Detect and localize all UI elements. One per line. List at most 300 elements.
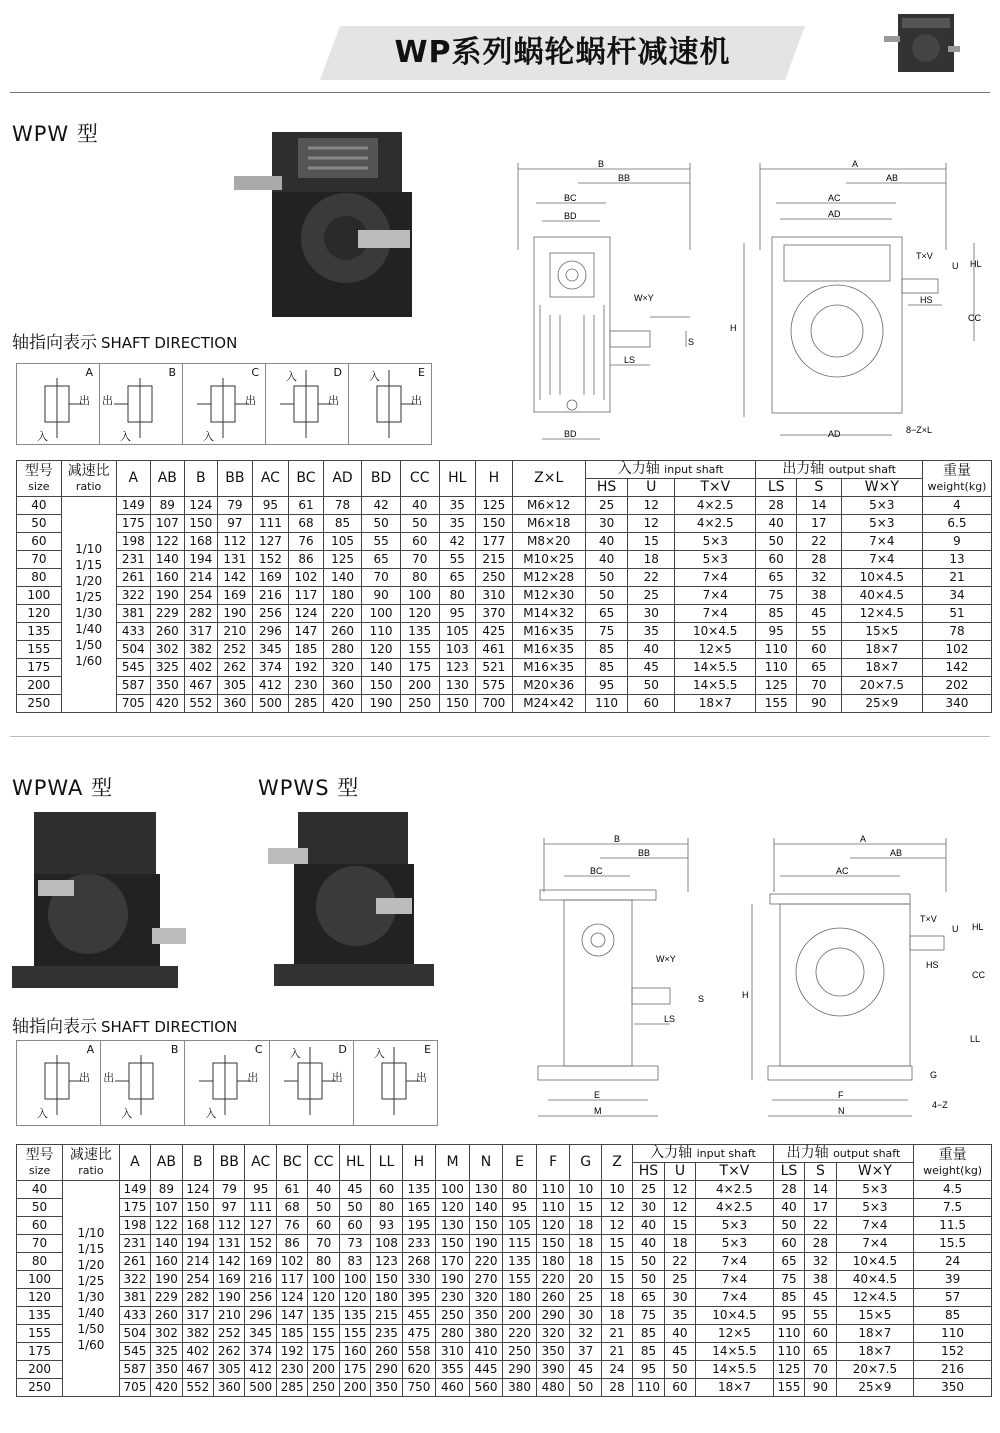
table-cell: 125 — [323, 551, 362, 569]
table-cell: 420 — [151, 1379, 182, 1397]
table-cell: 124 — [276, 1289, 307, 1307]
table-cell: 15.5 — [914, 1235, 992, 1253]
table-cell: 107 — [151, 515, 185, 533]
dim-label-bd-top: BD — [564, 211, 577, 221]
ratio-value: 1/60 — [77, 1337, 105, 1352]
table-cell: 28 — [773, 1181, 804, 1199]
table-cell: 14 — [797, 497, 842, 515]
shaft-direction-a — [17, 1041, 101, 1125]
table-cell: 70 — [308, 1235, 339, 1253]
table-cell: 155 — [308, 1325, 339, 1343]
shaft-direction-diagrams-2 — [16, 1040, 438, 1126]
table-cell: 95 — [503, 1199, 537, 1217]
table-cell: 65 — [585, 605, 628, 623]
table-cell: 25 — [633, 1181, 664, 1199]
table-cell: 140 — [151, 1235, 182, 1253]
table-cell: 42 — [439, 533, 476, 551]
ratio-value: 1/10 — [77, 1225, 105, 1240]
table-cell: 560 — [469, 1379, 503, 1397]
table-cell: 147 — [276, 1307, 307, 1325]
table-cell: 123 — [439, 659, 476, 677]
table-cell: 103 — [439, 641, 476, 659]
output-label: 出 — [102, 394, 113, 407]
table-cell: 587 — [119, 1361, 150, 1379]
table-cell: 175 — [308, 1343, 339, 1361]
table-cell: 155 — [17, 641, 62, 659]
table-cell: 169 — [218, 587, 253, 605]
th-col: Z — [601, 1145, 632, 1181]
table-cell: 168 — [184, 533, 218, 551]
table-cell: 12 — [601, 1199, 632, 1217]
table-cell: 40 — [756, 515, 797, 533]
direction-letter: D — [333, 366, 342, 379]
table-cell: 20 — [570, 1271, 601, 1289]
table-cell: 110 — [362, 623, 401, 641]
table-cell: 35 — [439, 497, 476, 515]
table-cell: 127 — [252, 533, 289, 551]
table-cell: 25 — [664, 1271, 695, 1289]
table-cell: 40×4.5 — [841, 587, 922, 605]
table-cell: 70 — [17, 551, 62, 569]
table-cell: 4×2.5 — [675, 515, 756, 533]
table-cell: 5×3 — [696, 1217, 774, 1235]
table-cell: 50 — [628, 677, 675, 695]
table-cell: 12×4.5 — [841, 605, 922, 623]
table-cell: 61 — [289, 497, 324, 515]
dim-label-cc: CC — [968, 313, 981, 323]
table-cell: 135 — [17, 623, 62, 641]
table-cell: 190 — [362, 695, 401, 713]
table-cell: M12×30 — [512, 587, 585, 605]
dim-label-wxy-2: W×Y — [656, 954, 676, 964]
table-cell: 290 — [536, 1307, 570, 1325]
table-cell: 120 — [17, 1289, 63, 1307]
th-input-shaft: 入力轴 input shaft — [585, 461, 756, 479]
table-cell: 150 — [362, 677, 401, 695]
th-col: M — [436, 1145, 470, 1181]
table-cell: 122 — [151, 1217, 182, 1235]
table-cell: M8×20 — [512, 533, 585, 551]
table-cell: 32 — [805, 1253, 836, 1271]
table-cell: 420 — [151, 695, 185, 713]
table-cell: 150 — [469, 1217, 503, 1235]
input-label: 入 — [373, 1047, 385, 1060]
table-cell: 10 — [601, 1181, 632, 1199]
table-cell: 75 — [756, 587, 797, 605]
table-cell: 102 — [276, 1253, 307, 1271]
table-cell: 131 — [218, 551, 253, 569]
table-cell: 310 — [476, 587, 513, 605]
table-cell: 282 — [184, 605, 218, 623]
table-cell: 194 — [182, 1235, 213, 1253]
dim-label-ab: AB — [886, 173, 899, 183]
table-cell: 124 — [184, 497, 218, 515]
dim-label-b: B — [598, 159, 605, 169]
th-ratio: 减速比 ratio — [63, 1145, 120, 1181]
table-cell: 160 — [151, 1253, 182, 1271]
table-cell: 80 — [308, 1253, 339, 1271]
table-cell: 18 — [570, 1235, 601, 1253]
shaft-direction-c — [185, 1041, 269, 1125]
table-row — [17, 1271, 992, 1289]
wpw-side-view-drawing — [506, 155, 706, 450]
dim-label-f-2: F — [838, 1090, 844, 1100]
table-cell: 280 — [436, 1325, 470, 1343]
table-cell: 190 — [151, 1271, 182, 1289]
th-col: AB — [151, 461, 185, 497]
wpwa-side-view-drawing — [530, 832, 705, 1127]
direction-letter: B — [170, 1043, 179, 1056]
table-row — [17, 695, 992, 713]
output-label: 出 — [247, 1071, 259, 1084]
th-col: E — [503, 1145, 537, 1181]
th-col: N — [469, 1145, 503, 1181]
table-cell: 480 — [536, 1379, 570, 1397]
th-weight: 重量 weight(kg) — [922, 461, 991, 497]
dim-label-n-2: N — [838, 1106, 845, 1116]
table-cell: 192 — [276, 1343, 307, 1361]
table-cell: 7×4 — [836, 1235, 914, 1253]
input-label: 入 — [205, 1107, 217, 1120]
table-cell: 230 — [289, 677, 324, 695]
table-cell: 190 — [436, 1271, 470, 1289]
table-cell: 14×5.5 — [696, 1343, 774, 1361]
table-cell: 175 — [400, 659, 439, 677]
table-cell: 705 — [116, 695, 151, 713]
wpw-product-photo — [228, 128, 428, 323]
table-cell: 124 — [182, 1181, 213, 1199]
table-cell: 90 — [797, 695, 842, 713]
table-cell: 9 — [922, 533, 991, 551]
model-label-wpw: WPW 型 — [12, 122, 99, 146]
table-cell: 380 — [503, 1379, 537, 1397]
ratio-value: 1/30 — [77, 1289, 105, 1304]
table-cell: 12 — [664, 1199, 695, 1217]
table-cell: 7×4 — [696, 1253, 774, 1271]
table-cell: 4×2.5 — [696, 1199, 774, 1217]
th-col: B — [184, 461, 218, 497]
table-cell: 50 — [17, 1199, 63, 1217]
table-cell: 76 — [289, 533, 324, 551]
table-cell: 381 — [119, 1289, 150, 1307]
dim-label-g-2: G — [930, 1070, 938, 1080]
table-cell: 220 — [323, 605, 362, 623]
table-cell: 50 — [664, 1361, 695, 1379]
table-cell: 120 — [400, 605, 439, 623]
table-cell: 130 — [436, 1217, 470, 1235]
table-cell: 317 — [182, 1307, 213, 1325]
th-input-col: U — [628, 479, 675, 497]
table-cell: 124 — [289, 605, 324, 623]
table-cell: 127 — [245, 1217, 276, 1235]
table-cell: 22 — [628, 569, 675, 587]
table-cell: 155 — [756, 695, 797, 713]
table-cell: 32 — [797, 569, 842, 587]
table-cell: 210 — [218, 623, 253, 641]
dim-label-u-2: U — [952, 924, 959, 934]
table-cell: 40 — [400, 497, 439, 515]
table-cell: 95 — [773, 1307, 804, 1325]
table-cell: 190 — [151, 587, 185, 605]
shaft-direction-e — [349, 364, 431, 444]
table-cell: 381 — [116, 605, 151, 623]
table-cell: 123 — [371, 1253, 402, 1271]
dim-label-ls-2: LS — [664, 1014, 676, 1024]
input-label: 入 — [37, 1107, 48, 1120]
table-cell: 75 — [585, 623, 628, 641]
table-cell: 25 — [628, 587, 675, 605]
table-cell: 97 — [218, 515, 253, 533]
table-cell: 30 — [585, 515, 628, 533]
shaft-direction-b — [100, 364, 183, 444]
output-label: 出 — [245, 394, 256, 407]
table-cell: 70 — [797, 677, 842, 695]
table-cell: 425 — [476, 623, 513, 641]
table-cell: 5×3 — [836, 1181, 914, 1199]
table-cell: 504 — [116, 641, 151, 659]
table-cell: 25 — [570, 1289, 601, 1307]
table-cell: 50 — [308, 1199, 339, 1217]
dim-label-a-2: A — [860, 834, 867, 844]
table-cell: 80 — [17, 1253, 63, 1271]
th-output-col: W×Y — [841, 479, 922, 497]
table-cell: 12 — [664, 1181, 695, 1199]
table-cell: 374 — [245, 1343, 276, 1361]
table-cell: 60 — [664, 1379, 695, 1397]
direction-letter: B — [168, 366, 176, 379]
table-cell: 260 — [323, 623, 362, 641]
wpw-front-view-drawing — [720, 155, 990, 450]
table-cell: 558 — [402, 1343, 436, 1361]
table-cell: 250 — [17, 1379, 63, 1397]
table-cell: 135 — [400, 623, 439, 641]
table-cell: 155 — [339, 1325, 370, 1343]
table-row — [17, 515, 992, 533]
ratio-cell — [63, 1181, 120, 1397]
table-cell: 168 — [182, 1217, 213, 1235]
table-cell: 80 — [371, 1199, 402, 1217]
table-cell: 65 — [633, 1289, 664, 1307]
th-input-shaft: 入力轴 input shaft — [633, 1145, 773, 1163]
table-cell: 150 — [182, 1199, 213, 1217]
table-cell: 18×7 — [696, 1379, 774, 1397]
table-cell: 7×4 — [675, 605, 756, 623]
table-cell: 18×7 — [675, 695, 756, 713]
table-cell: 345 — [245, 1325, 276, 1343]
th-col: BD — [362, 461, 401, 497]
table-cell: 252 — [214, 1325, 245, 1343]
table-cell: 125 — [773, 1361, 804, 1379]
table-cell: 70 — [362, 569, 401, 587]
table-cell: 25 — [585, 497, 628, 515]
table-cell: 198 — [116, 533, 151, 551]
table-cell: 18 — [601, 1307, 632, 1325]
table-cell: 135 — [308, 1307, 339, 1325]
table-cell: 110 — [536, 1199, 570, 1217]
shaft-direction-d — [270, 1041, 354, 1125]
table-cell: 13 — [922, 551, 991, 569]
table-cell: 135 — [17, 1307, 63, 1325]
ratio-value: 1/20 — [75, 573, 103, 588]
table-cell: 85 — [756, 605, 797, 623]
table-cell: 360 — [323, 677, 362, 695]
table-cell: 142 — [218, 569, 253, 587]
table-cell: 100 — [339, 1271, 370, 1289]
table-cell: 150 — [436, 1235, 470, 1253]
table-cell: 160 — [339, 1343, 370, 1361]
table-cell: 216 — [245, 1271, 276, 1289]
table-cell: 89 — [151, 1181, 182, 1199]
table-cell: 175 — [339, 1361, 370, 1379]
direction-letter: E — [424, 1043, 432, 1056]
ratio-value: 1/30 — [75, 605, 103, 620]
th-col: H — [402, 1145, 436, 1181]
table-cell: 231 — [119, 1235, 150, 1253]
dim-label-u: U — [952, 261, 959, 271]
table-cell: 108 — [371, 1235, 402, 1253]
table-cell: 149 — [116, 497, 151, 515]
table-cell: 95 — [252, 497, 289, 515]
table-cell: 21 — [601, 1343, 632, 1361]
dim-label-txv-2: T×V — [920, 914, 937, 924]
table-cell: 80 — [400, 569, 439, 587]
table-cell: 78 — [922, 623, 991, 641]
table-cell: 68 — [276, 1199, 307, 1217]
shaft-direction-d — [266, 364, 349, 444]
table-row — [17, 1199, 992, 1217]
table-cell: 95 — [756, 623, 797, 641]
table-cell: 12×5 — [696, 1325, 774, 1343]
table-cell: 50 — [585, 569, 628, 587]
table-cell: 360 — [218, 695, 253, 713]
table-cell: 150 — [536, 1235, 570, 1253]
table-cell: 75 — [773, 1271, 804, 1289]
table-cell: 95 — [585, 677, 628, 695]
table-cell: 40 — [633, 1235, 664, 1253]
table-cell: 4×2.5 — [696, 1181, 774, 1199]
table-cell: 150 — [371, 1271, 402, 1289]
table-cell: 135 — [503, 1253, 537, 1271]
th-col: AD — [323, 461, 362, 497]
table-row — [17, 1289, 992, 1307]
wpwa-product-photo — [10, 806, 190, 998]
table-cell: 80 — [17, 569, 62, 587]
direction-letter: A — [85, 366, 93, 379]
table-row — [17, 533, 992, 551]
table-cell: 296 — [252, 623, 289, 641]
table-cell: 111 — [245, 1199, 276, 1217]
table-cell: 296 — [245, 1307, 276, 1325]
th-output-col: LS — [756, 479, 797, 497]
table-row — [17, 1253, 992, 1271]
table-cell: 190 — [214, 1289, 245, 1307]
table-cell: 30 — [633, 1199, 664, 1217]
table-cell: 412 — [245, 1361, 276, 1379]
table-cell: 55 — [805, 1307, 836, 1325]
table-cell: 220 — [536, 1271, 570, 1289]
table-cell: 140 — [323, 569, 362, 587]
table-cell: 214 — [184, 569, 218, 587]
table-cell: 280 — [323, 641, 362, 659]
ratio-value: 1/10 — [75, 541, 103, 556]
table-cell: 460 — [436, 1379, 470, 1397]
table-cell: 215 — [371, 1307, 402, 1325]
table-cell: 50 — [756, 533, 797, 551]
table-cell: 15 — [664, 1217, 695, 1235]
table-cell: 285 — [289, 695, 324, 713]
table-cell: 73 — [339, 1235, 370, 1253]
ratio-value: 1/50 — [77, 1321, 105, 1336]
table-cell: 40 — [17, 1181, 63, 1199]
table-cell: 90 — [805, 1379, 836, 1397]
dim-label-ls: LS — [624, 355, 636, 365]
dim-label-txv: T×V — [916, 251, 933, 261]
table-cell: 15 — [628, 533, 675, 551]
dim-label-ac-2: AC — [836, 866, 849, 876]
table-cell: 122 — [151, 533, 185, 551]
table-cell: 200 — [17, 1361, 63, 1379]
table-cell: 7×4 — [841, 551, 922, 569]
table-cell: 268 — [402, 1253, 436, 1271]
dim-label-m-2: M — [594, 1106, 602, 1116]
table-cell: 50 — [400, 515, 439, 533]
table-cell: M14×32 — [512, 605, 585, 623]
table-cell: 20×7.5 — [836, 1361, 914, 1379]
table-cell: 135 — [402, 1181, 436, 1199]
table-row — [17, 569, 992, 587]
table-cell: 18×7 — [841, 659, 922, 677]
table-row — [17, 659, 992, 677]
table-cell: 705 — [119, 1379, 150, 1397]
table-cell: 110 — [914, 1325, 992, 1343]
table-cell: 120 — [17, 605, 62, 623]
table-cell: 500 — [252, 695, 289, 713]
output-label: 出 — [411, 394, 422, 407]
table-cell: 250 — [476, 569, 513, 587]
shaft-direction-diagrams-1 — [16, 363, 432, 445]
table-cell: 80 — [439, 587, 476, 605]
table-cell: 14 — [805, 1181, 836, 1199]
table-cell: M6×18 — [512, 515, 585, 533]
shaft-direction-b — [101, 1041, 185, 1125]
table-cell: 18 — [570, 1217, 601, 1235]
shaft-direction-e — [354, 1041, 437, 1125]
table-cell: 21 — [922, 569, 991, 587]
dim-label-ac: AC — [828, 193, 841, 203]
input-label: 入 — [289, 1047, 301, 1060]
table-cell: 28 — [601, 1379, 632, 1397]
table-cell: 85 — [585, 641, 628, 659]
table-cell: 229 — [151, 1289, 182, 1307]
table-row — [17, 497, 992, 515]
table-cell: 15 — [601, 1271, 632, 1289]
th-col: HL — [339, 1145, 370, 1181]
table-cell: 180 — [536, 1253, 570, 1271]
table-cell: 5×3 — [841, 497, 922, 515]
table-cell: 175 — [17, 1343, 63, 1361]
table-cell: 60 — [628, 695, 675, 713]
input-label: 入 — [121, 1107, 133, 1120]
table-cell: 165 — [402, 1199, 436, 1217]
input-label: 入 — [286, 370, 297, 383]
table-cell: 22 — [797, 533, 842, 551]
table-cell: 83 — [339, 1253, 370, 1271]
output-label: 出 — [328, 394, 339, 407]
table-cell: 215 — [476, 551, 513, 569]
table-cell: 75 — [633, 1307, 664, 1325]
table-cell: 229 — [151, 605, 185, 623]
table-cell: 325 — [151, 659, 185, 677]
